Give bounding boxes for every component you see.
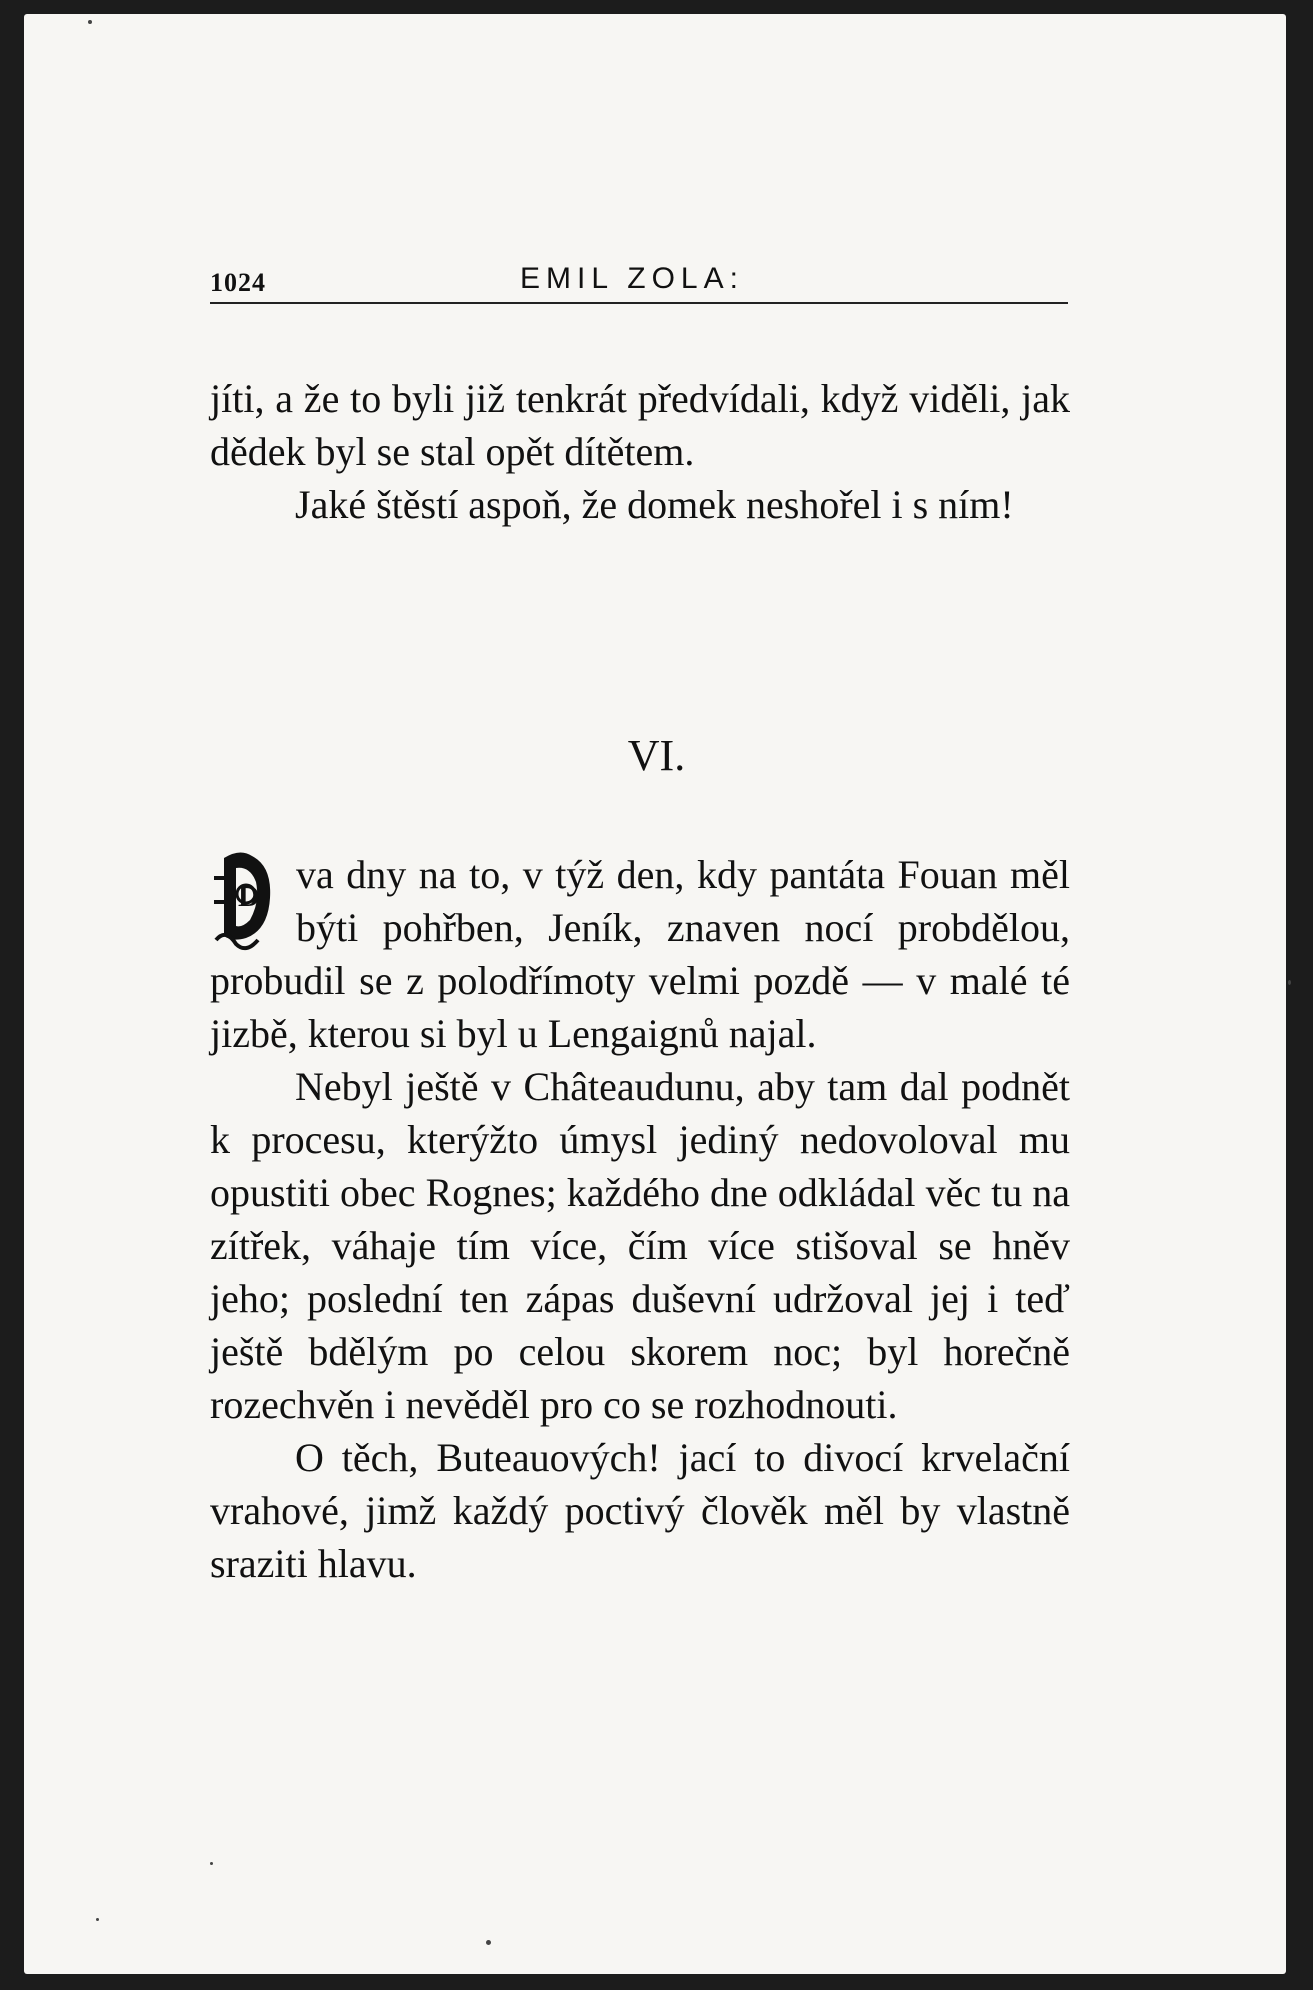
scan-speck <box>486 1940 491 1945</box>
page-header <box>210 262 1068 304</box>
chapter-text <box>210 848 1070 1590</box>
continuation-text <box>210 372 1070 531</box>
scan-speck <box>1288 980 1291 985</box>
drop-cap-letter: D <box>238 880 260 913</box>
scan-speck <box>210 1862 213 1865</box>
paragraph: O těch, Buteauových! jací to divocí krvelační vrahové, jimž každý poctivý člověk měl by vlastně sraziti hlavu. <box>210 1435 1070 1586</box>
chapter-number: VI. <box>627 731 686 780</box>
paragraph: Jaké štěstí aspoň, že domek neshořel i s ním! <box>295 482 1014 527</box>
scan-speck <box>96 1918 99 1921</box>
page-number: 1024 <box>210 268 266 297</box>
scan-speck <box>88 20 92 24</box>
drop-cap-ornament <box>210 848 290 954</box>
opening-paragraph <box>210 848 1070 1060</box>
chapter-heading <box>0 730 1313 781</box>
paragraph: jíti, a že to byli již tenkrát předvídali, když viděli, jak dědek byl se stal opět dítětem. <box>210 376 1070 474</box>
paragraph: Nebyl ještě v Châteaudunu, aby tam dal podnět k procesu, kterýžto úmysl jediný nedovoloval mu opustiti obec Rognes; každého dne odkládal věc tu na zítřek, váhaje tím více, čím více stišoval se hněv jeho; poslední ten zápas duševní udržoval jej i teď ještě bdělým po celou skorem noc; byl horečně rozechvěn i nevěděl pro co se rozhodnouti. <box>210 1064 1070 1427</box>
opening-paragraph-text: va dny na to, v týž den, kdy pantáta Fouan měl býti pohřben, Jeník, znaven nocí probdělou, probudil se z polodřímoty velmi pozdě — v malé té jizbě, kterou si byl u Lengaignů najal. <box>210 852 1070 1056</box>
running-title: EMIL ZOLA: <box>520 262 744 295</box>
